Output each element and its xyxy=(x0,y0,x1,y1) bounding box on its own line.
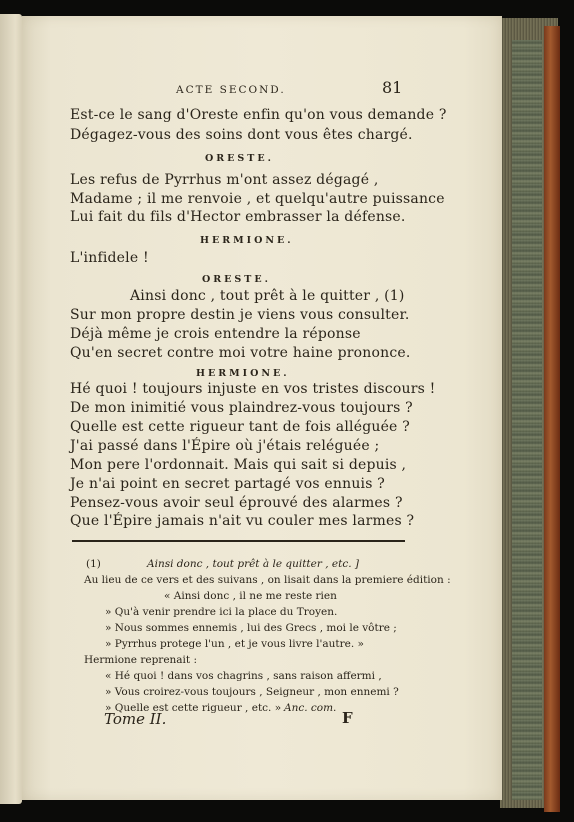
verse-line: Quelle est cette rigueur tant de fois alléguée ? xyxy=(70,419,410,435)
verse-line: Je n'ai point en secret partagé vos ennuis ? xyxy=(70,476,385,492)
left-page-edge xyxy=(0,14,22,804)
volume-mark: Tome II. xyxy=(104,710,167,728)
verse-line: Déjà même je crois entendre la réponse xyxy=(70,326,361,342)
verse-line: Lui fait du fils d'Hector embrasser la défense. xyxy=(70,209,406,225)
verse-line: Les refus de Pyrrhus m'ont assez dégagé , xyxy=(70,172,379,188)
verse-line: Madame ; il me renvoie , et quelqu'autre puissance xyxy=(70,191,445,207)
verse-line: De mon inimitié vous plaindrez-vous toujours ? xyxy=(70,400,413,416)
running-title: ACTE SECOND. xyxy=(176,84,286,96)
speaker-label: HERMIONE. xyxy=(196,368,290,379)
verse-line: Ainsi donc , tout prêt à le quitter , (1) xyxy=(130,288,405,304)
verse-line: Que l'Épire jamais n'ait vu couler mes larmes ? xyxy=(70,513,415,529)
verse-line: L'infidele ! xyxy=(70,250,149,266)
verse-line: Dégagez-vous des soins dont vous êtes chargé. xyxy=(70,127,413,143)
verse-line: J'ai passé dans l'Épire où j'étais reléguée ; xyxy=(70,438,380,454)
verse-line: Hé quoi ! toujours injuste en vos tristes discours ! xyxy=(70,381,436,397)
book-cover-edge xyxy=(544,26,560,812)
verse-line: Pensez-vous avoir seul éprouvé des alarmes ? xyxy=(70,495,403,511)
speaker-label: ORESTE. xyxy=(202,274,271,285)
verse-line: Sur mon propre destin je viens vous consulter. xyxy=(70,307,410,323)
footnote-source: Anc. com. xyxy=(284,702,337,714)
footnote-line: » Pyrrhus protege l'un , et je vous livre l'autre. » xyxy=(105,638,364,650)
page-number: 81 xyxy=(382,78,403,97)
footnote-rule xyxy=(72,540,405,542)
footnote-line: » Qu'à venir prendre ici la place du Troyen. xyxy=(105,606,338,618)
footnote-line: » Nous sommes ennemis , lui des Grecs , moi le vôtre ; xyxy=(105,622,397,634)
footnote-line: Hermione reprenait : xyxy=(84,654,198,666)
page-stack-texture xyxy=(512,40,542,800)
footnote-reference: Ainsi donc , tout prêt à le quitter , etc. ] xyxy=(147,558,359,570)
speaker-label: HERMIONE. xyxy=(200,235,294,246)
footnote-line: « Ainsi donc , il ne me reste rien xyxy=(164,590,337,602)
speaker-label: ORESTE. xyxy=(205,153,274,164)
footnote-mark: (1) xyxy=(86,558,101,570)
signature-mark: F xyxy=(342,709,353,727)
footnote-line: » Vous croirez-vous toujours , Seigneur , mon ennemi ? xyxy=(105,686,399,698)
verse-line: Qu'en secret contre moi votre haine prononce. xyxy=(70,345,411,361)
verse-line: Est-ce le sang d'Oreste enfin qu'on vous demande ? xyxy=(70,107,447,123)
verse-line: Mon pere l'ordonnait. Mais qui sait si depuis , xyxy=(70,457,407,473)
footnote-line: Au lieu de ce vers et des suivans , on lisait dans la premiere édition : xyxy=(84,574,451,586)
footnote-line: « Hé quoi ! dans vos chagrins , sans raison affermi , xyxy=(105,670,382,682)
footnote-line: » Quelle est cette rigueur , etc. » xyxy=(105,702,282,714)
